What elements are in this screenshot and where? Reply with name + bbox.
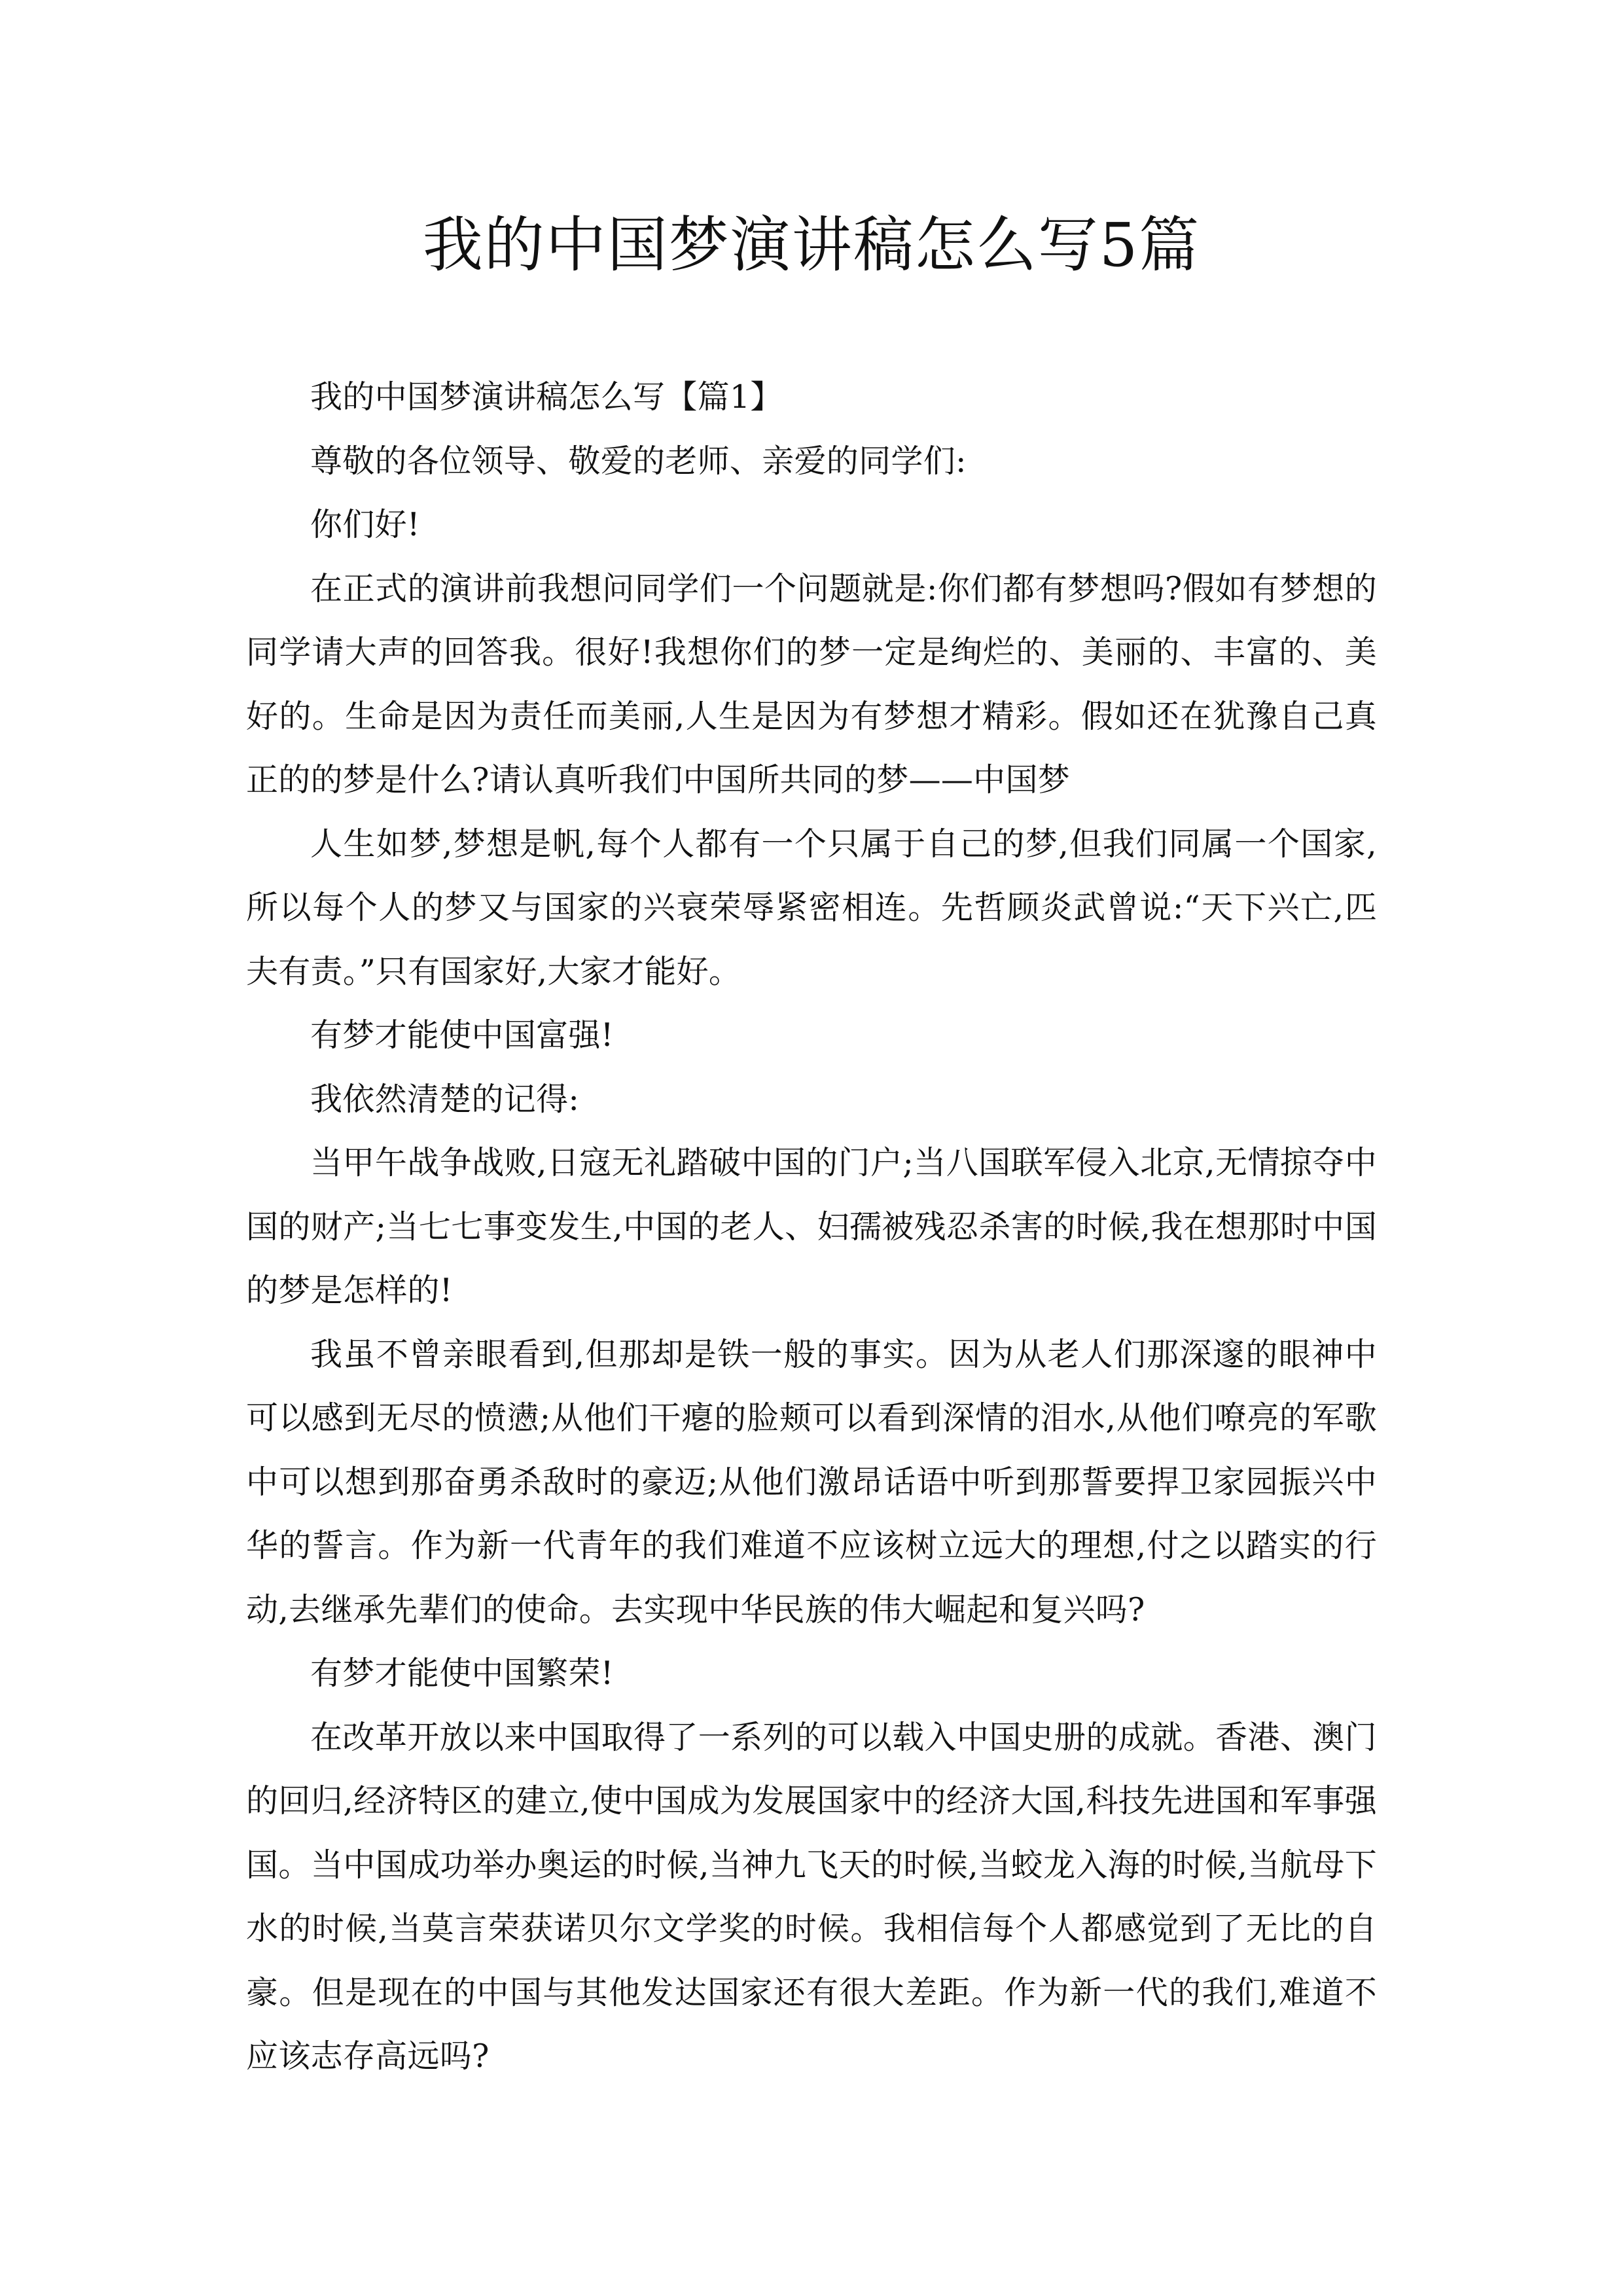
paragraph-greeting: 你们好! xyxy=(310,506,420,543)
paragraph-subheading: 有梦才能使中国富强! xyxy=(310,1016,614,1054)
paragraph-section-heading: 我的中国梦演讲稿怎么写【篇1】 xyxy=(310,378,783,416)
paragraph-body: 当甲午战争战败,日寇无礼踏破中国的门户;当八国联军侵入北京,无情掠夺中国的财产;当七七事变发生,中国的老人、妇孺被残忍杀害的时候,我在想那时中国的梦是怎样的! xyxy=(246,1144,1377,1309)
paragraph-body: 在改革开放以来中国取得了一系列的可以载入中国史册的成就。香港、澳门的回归,经济特区的建立,使中国成为发展国家中的经济大国,科技先进国和军事强国。当中国成功举办奥运的时候,当神九飞天的时候,当蛟龙入海的时候,当航母下水的时候,当莫言荣获诺贝尔文学奖的时候。我相信每个人都感觉到了无比的自豪。但是现在的中国与其他发达国家还有很大差距。作为新一代的我们,难道不应该志存高远吗? xyxy=(246,1718,1377,2075)
paragraph-body: 人生如梦,梦想是帆,每个人都有一个只属于自己的梦,但我们同属一个国家,所以每个人的梦又与国家的兴衰荣辱紧密相连。先哲顾炎武曾说:“天下兴亡,匹夫有责。”只有国家好,大家才能好。 xyxy=(246,825,1377,990)
document-title: 我的中国梦演讲稿怎么写5篇 xyxy=(422,210,1201,280)
paragraph-body: 在正式的演讲前我想问同学们一个问题就是:你们都有梦想吗?假如有梦想的同学请大声的回答我。很好!我想你们的梦一定是绚烂的、美丽的、丰富的、美好的。生命是因为责任而美丽,人生是因为有梦想才精彩。假如还在犹豫自己真正的的梦是什么?请认真听我们中国所共同的梦——中国梦 xyxy=(246,569,1377,798)
document-body xyxy=(246,365,1377,2089)
paragraph-body: 我依然清楚的记得: xyxy=(310,1080,580,1118)
paragraph-body: 我虽不曾亲眼看到,但那却是铁一般的事实。因为从老人们那深邃的眼神中可以感到无尽的愤懑;从他们干瘪的脸颊可以看到深情的泪水,从他们嘹亮的军歌中可以想到那奋勇杀敌时的豪迈;从他们激昂话语中听到那誓要捍卫家园振兴中华的誓言。作为新一代青年的我们难道不应该树立远大的理想,付之以踏实的行动,去继承先辈们的使命。去实现中华民族的伟大崛起和复兴吗? xyxy=(246,1335,1377,1628)
paragraph-salutation: 尊敬的各位领导、敬爱的老师、亲爱的同学们: xyxy=(310,442,967,480)
paragraph-subheading: 有梦才能使中国繁荣! xyxy=(310,1655,614,1692)
